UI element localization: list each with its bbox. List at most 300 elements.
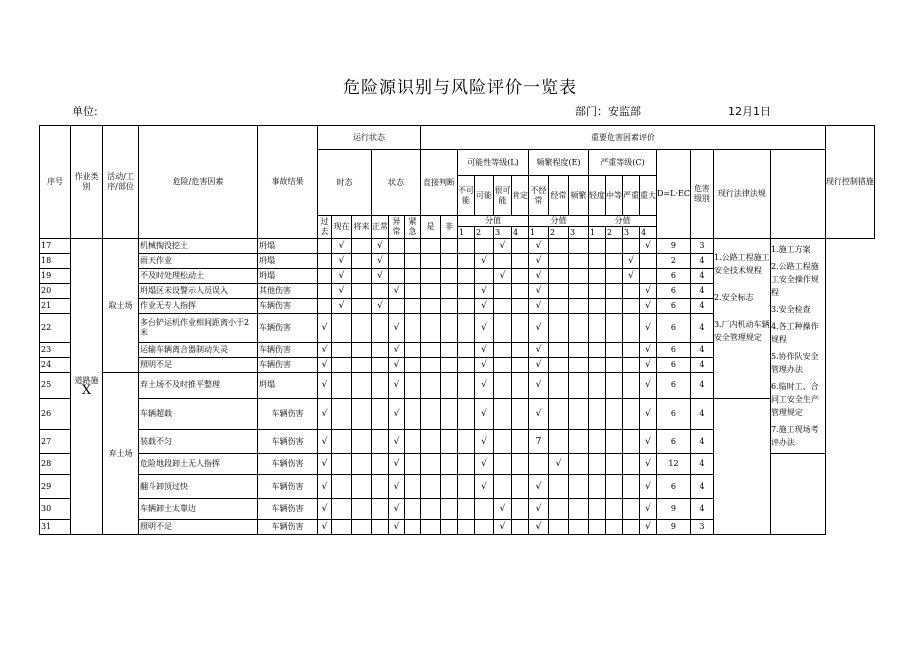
risk-level-cell: 4 xyxy=(690,284,713,299)
frequency-cell: √ xyxy=(529,398,549,430)
severity-cell xyxy=(589,343,606,358)
control-item: 3.安全检查 xyxy=(770,305,811,314)
header-score-num: 1 xyxy=(529,227,549,239)
state-cell xyxy=(318,239,332,254)
state-cell: √ xyxy=(318,454,332,475)
state-cell xyxy=(405,284,421,299)
header-risk-level: 危害级别 xyxy=(690,150,713,239)
consequence-cell: 车辆伤害 xyxy=(258,499,318,520)
severity-cell xyxy=(623,454,640,475)
state-cell xyxy=(352,299,372,314)
judge-yes-cell xyxy=(421,475,441,499)
severity-cell: √ xyxy=(640,299,657,314)
state-cell: √ xyxy=(332,254,352,269)
state-cell xyxy=(389,299,405,314)
frequency-cell xyxy=(569,398,589,430)
likelihood-cell: √ xyxy=(475,254,494,269)
header-run-state: 运行状态 xyxy=(318,126,421,150)
d-value-cell: 6 xyxy=(657,299,691,314)
judge-no-cell xyxy=(441,520,458,535)
likelihood-cell xyxy=(512,254,529,269)
state-cell: √ xyxy=(318,358,332,373)
state-cell xyxy=(405,314,421,343)
frequency-cell: √ xyxy=(529,254,549,269)
state-cell: √ xyxy=(318,373,332,399)
severity-cell: √ xyxy=(623,254,640,269)
severity-cell xyxy=(606,299,623,314)
state-cell xyxy=(405,343,421,358)
risk-level-cell: 4 xyxy=(690,358,713,373)
consequence-cell: 坍塌 xyxy=(258,254,318,269)
likelihood-cell xyxy=(512,475,529,499)
state-cell xyxy=(372,454,389,475)
state-cell xyxy=(372,358,389,373)
category-road-x: X xyxy=(81,383,92,398)
state-cell xyxy=(372,314,389,343)
header-law: 现行法律法规 xyxy=(713,150,770,239)
judge-no-cell xyxy=(441,284,458,299)
consequence-cell: 车辆伤害 xyxy=(258,520,318,535)
state-cell xyxy=(405,520,421,535)
state-cell: √ xyxy=(389,343,405,358)
unit-label: 单位: xyxy=(72,105,98,118)
header-state: 状态 xyxy=(372,150,421,216)
likelihood-cell: √ xyxy=(494,269,512,284)
d-value-cell: 12 xyxy=(657,454,691,475)
severity-cell xyxy=(623,398,640,430)
frequency-cell: √ xyxy=(529,499,549,520)
state-cell xyxy=(352,239,372,254)
likelihood-cell xyxy=(494,454,512,475)
likelihood-cell: √ xyxy=(494,239,512,254)
state-cell xyxy=(405,299,421,314)
risk-level-cell: 4 xyxy=(690,454,713,475)
judge-no-cell xyxy=(441,499,458,520)
frequency-cell xyxy=(549,239,569,254)
state-cell: √ xyxy=(332,239,352,254)
consequence-cell: 车辆伤害 xyxy=(258,398,318,430)
judge-yes-cell xyxy=(421,454,441,475)
severity-cell: √ xyxy=(640,475,657,499)
severity-cell xyxy=(623,520,640,535)
frequency-cell: √ xyxy=(529,343,549,358)
likelihood-cell: √ xyxy=(475,430,494,454)
severity-cell xyxy=(589,520,606,535)
state-cell xyxy=(352,430,372,454)
risk-level-cell: 4 xyxy=(690,475,713,499)
header-c-col: 严重 xyxy=(623,176,640,216)
frequency-cell: √ xyxy=(549,454,569,475)
likelihood-cell: √ xyxy=(494,520,512,535)
severity-cell xyxy=(589,358,606,373)
header-control: 现行控制措施 xyxy=(825,126,874,239)
header-e-score: 分值 xyxy=(529,216,589,227)
consequence-cell: 其他伤害 xyxy=(258,284,318,299)
frequency-cell xyxy=(569,314,589,343)
state-cell xyxy=(352,373,372,399)
judge-yes-cell xyxy=(421,398,441,430)
severity-cell xyxy=(606,358,623,373)
likelihood-cell: √ xyxy=(475,373,494,399)
likelihood-cell xyxy=(475,499,494,520)
judge-no-cell xyxy=(441,314,458,343)
consequence-cell: 坍塌 xyxy=(258,239,318,254)
likelihood-cell xyxy=(512,430,529,454)
header-c-col: 重大 xyxy=(640,176,657,216)
likelihood-cell xyxy=(494,398,512,430)
header-future: 将来 xyxy=(352,216,372,239)
severity-cell xyxy=(606,254,623,269)
frequency-cell xyxy=(549,269,569,284)
judge-yes-cell xyxy=(421,269,441,284)
risk-level-cell: 4 xyxy=(690,430,713,454)
likelihood-cell: √ xyxy=(475,284,494,299)
frequency-cell xyxy=(569,343,589,358)
severity-cell: √ xyxy=(640,314,657,343)
likelihood-cell xyxy=(512,520,529,535)
control-empty-cell xyxy=(770,454,825,535)
severity-cell xyxy=(589,475,606,499)
severity-cell xyxy=(606,454,623,475)
judge-yes-cell xyxy=(421,299,441,314)
severity-cell xyxy=(623,373,640,399)
likelihood-cell: √ xyxy=(475,475,494,499)
state-cell xyxy=(389,254,405,269)
state-cell xyxy=(405,454,421,475)
header-major-factor: 重要危害因素评价 xyxy=(421,126,826,150)
judge-no-cell xyxy=(441,254,458,269)
frequency-cell xyxy=(549,398,569,430)
severity-cell: √ xyxy=(640,373,657,399)
likelihood-cell: √ xyxy=(475,299,494,314)
state-cell xyxy=(405,254,421,269)
frequency-cell: √ xyxy=(529,299,549,314)
severity-cell xyxy=(623,499,640,520)
frequency-cell xyxy=(569,358,589,373)
row-no: 29 xyxy=(40,475,71,499)
judge-yes-cell xyxy=(421,314,441,343)
likelihood-cell xyxy=(494,299,512,314)
control-item: 5.协作队安全管理办法 xyxy=(770,352,819,374)
state-cell: √ xyxy=(318,499,332,520)
state-cell: √ xyxy=(389,499,405,520)
severity-cell: √ xyxy=(640,398,657,430)
likelihood-cell xyxy=(512,454,529,475)
severity-cell xyxy=(606,314,623,343)
frequency-cell xyxy=(549,373,569,399)
d-value-cell: 6 xyxy=(657,373,691,399)
frequency-cell xyxy=(569,254,589,269)
state-cell xyxy=(352,269,372,284)
header-direct-judge: 直接判断 xyxy=(421,150,458,216)
risk-level-cell: 4 xyxy=(690,499,713,520)
likelihood-cell xyxy=(458,373,475,399)
frequency-cell: √ xyxy=(529,284,549,299)
likelihood-cell: √ xyxy=(494,499,512,520)
row-no: 22 xyxy=(40,314,71,343)
row-no: 23 xyxy=(40,343,71,358)
control-item: 1.施工方案 xyxy=(770,245,811,254)
header-consequence: 事故结果 xyxy=(258,126,318,239)
frequency-cell: √ xyxy=(529,358,549,373)
likelihood-cell xyxy=(512,343,529,358)
frequency-cell xyxy=(569,284,589,299)
control-item: 4.各工种操作规程 xyxy=(770,322,819,344)
severity-cell xyxy=(623,475,640,499)
state-cell xyxy=(405,239,421,254)
risk-level-cell: 3 xyxy=(690,520,713,535)
severity-cell xyxy=(640,254,657,269)
d-value-cell: 6 xyxy=(657,475,691,499)
likelihood-cell xyxy=(458,314,475,343)
frequency-cell xyxy=(569,520,589,535)
judge-yes-cell xyxy=(421,520,441,535)
d-value-cell: 6 xyxy=(657,358,691,373)
frequency-cell xyxy=(569,269,589,284)
consequence-cell: 坍塌 xyxy=(258,373,318,399)
state-cell xyxy=(332,430,352,454)
header-c-score: 分值 xyxy=(589,216,657,227)
likelihood-cell xyxy=(458,343,475,358)
state-cell xyxy=(332,520,352,535)
severity-cell xyxy=(623,299,640,314)
hazard-cell: 多台铲运机作业相间距离小于2米 xyxy=(139,314,258,343)
hazard-cell: 装载不匀 xyxy=(139,430,258,454)
row-no: 18 xyxy=(40,254,71,269)
state-cell: √ xyxy=(389,284,405,299)
frequency-cell xyxy=(569,430,589,454)
state-cell xyxy=(389,269,405,284)
judge-yes-cell xyxy=(421,343,441,358)
severity-cell xyxy=(589,254,606,269)
likelihood-cell xyxy=(494,254,512,269)
header-past: 过去 xyxy=(318,216,332,239)
state-cell: √ xyxy=(389,358,405,373)
control-item: 2.公路工程施工安全操作规程 xyxy=(770,262,819,297)
header-seq: 序号 xyxy=(40,126,71,239)
judge-no-cell xyxy=(441,398,458,430)
row-no: 27 xyxy=(40,430,71,454)
frequency-cell xyxy=(569,239,589,254)
hazard-cell: 不及时处理松动土 xyxy=(139,269,258,284)
frequency-cell: √ xyxy=(529,239,549,254)
state-cell xyxy=(352,254,372,269)
header-score-num: 4 xyxy=(512,227,529,239)
severity-cell xyxy=(623,358,640,373)
frequency-cell xyxy=(549,475,569,499)
state-cell: √ xyxy=(332,284,352,299)
risk-level-cell: 4 xyxy=(690,254,713,269)
state-cell: √ xyxy=(318,520,332,535)
state-cell xyxy=(352,314,372,343)
state-cell: √ xyxy=(389,454,405,475)
page-title: 危险源识别与风险评价一览表 xyxy=(343,78,577,98)
state-cell: √ xyxy=(389,430,405,454)
risk-level-cell: 4 xyxy=(690,373,713,399)
state-cell xyxy=(372,499,389,520)
consequence-cell: 车辆伤害 xyxy=(258,358,318,373)
state-cell xyxy=(332,314,352,343)
likelihood-cell: √ xyxy=(475,314,494,343)
judge-no-cell xyxy=(441,454,458,475)
severity-cell: √ xyxy=(640,430,657,454)
severity-cell xyxy=(606,269,623,284)
state-cell: √ xyxy=(389,373,405,399)
likelihood-cell xyxy=(512,269,529,284)
row-no: 28 xyxy=(40,454,71,475)
state-cell xyxy=(405,430,421,454)
state-cell xyxy=(352,398,372,430)
judge-yes-cell xyxy=(421,499,441,520)
law-cell xyxy=(713,239,770,399)
header-l-col: 肯定 xyxy=(512,176,529,216)
likelihood-cell xyxy=(458,358,475,373)
header-c-col: 中等 xyxy=(606,176,623,216)
likelihood-cell xyxy=(512,314,529,343)
d-value-cell: 6 xyxy=(657,314,691,343)
judge-no-cell xyxy=(441,343,458,358)
state-cell xyxy=(352,454,372,475)
severity-cell xyxy=(589,239,606,254)
state-cell xyxy=(372,284,389,299)
d-value-cell: 6 xyxy=(657,269,691,284)
frequency-cell: √ xyxy=(529,373,549,399)
severity-cell xyxy=(623,284,640,299)
hazard-table xyxy=(39,125,875,535)
state-cell xyxy=(332,358,352,373)
header-score-num: 2 xyxy=(549,227,569,239)
frequency-cell xyxy=(549,254,569,269)
severity-cell: √ xyxy=(640,499,657,520)
state-cell: √ xyxy=(318,343,332,358)
state-cell xyxy=(372,520,389,535)
likelihood-cell xyxy=(458,398,475,430)
consequence-cell: 车辆伤害 xyxy=(258,314,318,343)
frequency-cell: √ xyxy=(529,475,549,499)
likelihood-cell xyxy=(512,239,529,254)
severity-cell xyxy=(606,475,623,499)
likelihood-cell xyxy=(458,269,475,284)
likelihood-cell: √ xyxy=(475,343,494,358)
judge-no-cell xyxy=(441,430,458,454)
judge-no-cell xyxy=(441,358,458,373)
likelihood-cell xyxy=(458,284,475,299)
likelihood-cell xyxy=(475,239,494,254)
header-score-num: 1 xyxy=(458,227,475,239)
law-item: 2.安全标志 xyxy=(713,293,754,302)
row-no: 21 xyxy=(40,299,71,314)
frequency-cell xyxy=(549,299,569,314)
header-no: 非 xyxy=(441,216,458,239)
severity-cell xyxy=(606,520,623,535)
likelihood-cell xyxy=(512,358,529,373)
severity-cell: √ xyxy=(640,343,657,358)
state-cell xyxy=(318,284,332,299)
likelihood-cell xyxy=(458,430,475,454)
state-cell xyxy=(372,343,389,358)
severity-cell xyxy=(623,343,640,358)
header-activity: 活动/工序/部位 xyxy=(103,126,139,239)
hazard-cell: 车辆卸土太靠边 xyxy=(139,499,258,520)
header-score-num: 2 xyxy=(475,227,494,239)
header-yes: 是 xyxy=(421,216,441,239)
state-cell xyxy=(405,499,421,520)
severity-cell xyxy=(589,314,606,343)
likelihood-cell xyxy=(494,314,512,343)
row-no: 30 xyxy=(40,499,71,520)
frequency-cell xyxy=(549,430,569,454)
likelihood-cell xyxy=(458,299,475,314)
judge-no-cell xyxy=(441,475,458,499)
state-cell xyxy=(332,343,352,358)
header-frequency: 频繁程度(E) xyxy=(529,150,589,176)
d-value-cell: 6 xyxy=(657,398,691,430)
likelihood-cell xyxy=(494,430,512,454)
header-likelihood: 可能性等级(L) xyxy=(458,150,529,176)
likelihood-cell xyxy=(512,398,529,430)
hazard-cell: 坍塌区未设警示人员误入 xyxy=(139,284,258,299)
frequency-cell xyxy=(569,373,589,399)
severity-cell xyxy=(589,398,606,430)
activity-spoil: 弃土场 xyxy=(103,373,139,535)
frequency-cell: √ xyxy=(529,520,549,535)
likelihood-cell xyxy=(458,239,475,254)
likelihood-cell xyxy=(494,373,512,399)
state-cell: √ xyxy=(389,314,405,343)
header-score-num: 1 xyxy=(589,227,606,239)
consequence-cell: 车辆伤害 xyxy=(258,299,318,314)
hazard-cell: 照明不足 xyxy=(139,520,258,535)
state-cell xyxy=(318,254,332,269)
likelihood-cell xyxy=(512,299,529,314)
state-cell: √ xyxy=(318,430,332,454)
row-no: 25 xyxy=(40,373,71,399)
judge-yes-cell xyxy=(421,430,441,454)
likelihood-cell xyxy=(458,454,475,475)
row-no: 24 xyxy=(40,358,71,373)
header-score-num: 4 xyxy=(640,227,657,239)
severity-cell xyxy=(623,314,640,343)
header-l-col: 不可能 xyxy=(458,176,475,216)
header-score-num: 3 xyxy=(623,227,640,239)
state-cell: √ xyxy=(372,269,389,284)
severity-cell xyxy=(606,284,623,299)
state-cell xyxy=(352,520,372,535)
law-empty-cell xyxy=(713,398,770,535)
state-cell: √ xyxy=(318,475,332,499)
likelihood-cell xyxy=(512,373,529,399)
control-cell xyxy=(770,239,825,454)
severity-cell xyxy=(606,343,623,358)
likelihood-cell xyxy=(494,358,512,373)
row-no: 20 xyxy=(40,284,71,299)
hazard-cell: 弃土场不及时推平整理 xyxy=(139,373,258,399)
state-cell: √ xyxy=(332,299,352,314)
header-c-col: 轻度 xyxy=(589,176,606,216)
state-cell: √ xyxy=(389,475,405,499)
likelihood-cell: √ xyxy=(475,398,494,430)
severity-cell xyxy=(589,499,606,520)
likelihood-cell xyxy=(475,520,494,535)
frequency-cell xyxy=(549,314,569,343)
judge-no-cell xyxy=(441,269,458,284)
header-score-num: 3 xyxy=(494,227,512,239)
state-cell xyxy=(405,358,421,373)
hazard-cell: 雨天作业 xyxy=(139,254,258,269)
d-value-cell: 6 xyxy=(657,430,691,454)
state-cell xyxy=(352,284,372,299)
risk-level-cell: 3 xyxy=(690,239,713,254)
